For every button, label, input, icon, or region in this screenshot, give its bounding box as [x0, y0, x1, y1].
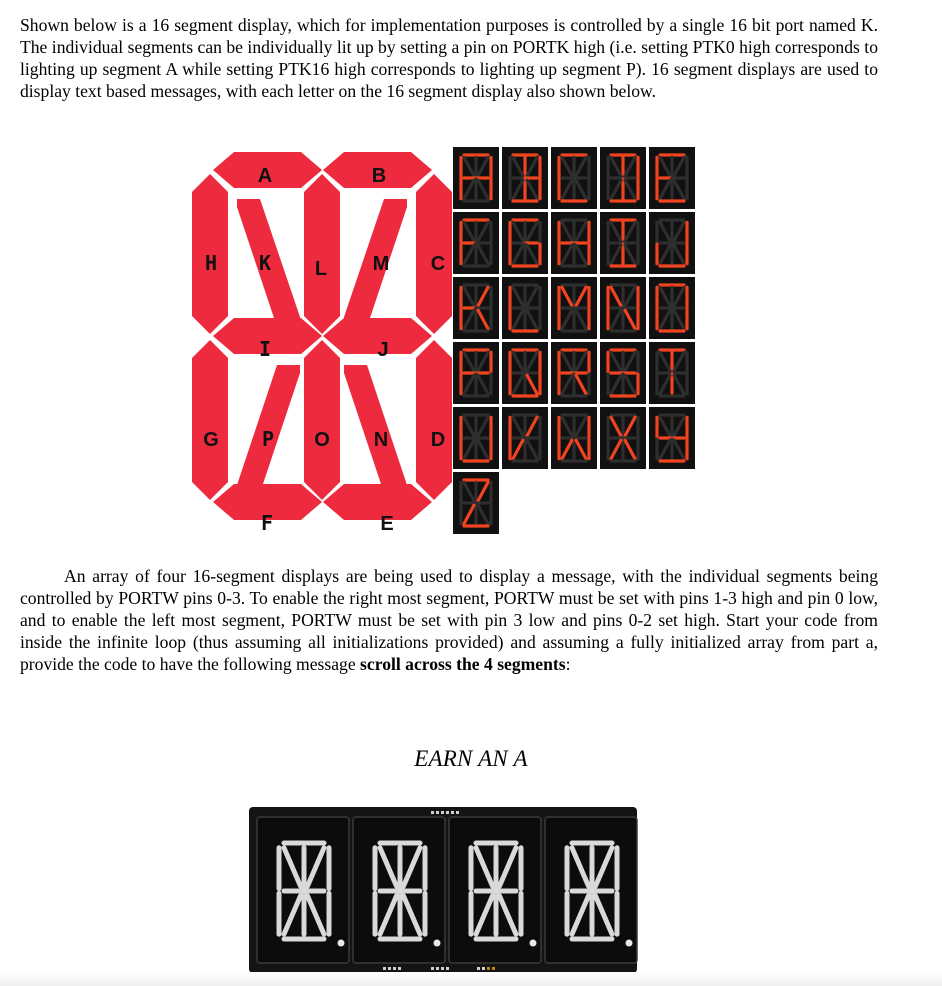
- segment-shapes: [192, 152, 452, 520]
- intro-paragraph: Shown below is a 16 segment display, which for implementation purposes is controlled by a single 16 bit port named K. The individual segments can be individually lit up by setting a pin on PORTK high (i.e. setting PTK0 high corresponds to lighting up segment A while setting PTK16 high corresponds to lighting up segment P). 16 segment displays are used to display text based messages, with each letter on the 16 segment display also shown below.: [20, 15, 878, 101]
- header-pin: [451, 811, 454, 814]
- header-pin: [487, 967, 490, 970]
- digit-4: [567, 843, 617, 939]
- label-p: P: [261, 427, 275, 451]
- letter-tile-b: [502, 147, 548, 209]
- label-f: F: [260, 511, 274, 535]
- header-pin: [446, 967, 449, 970]
- decimal-point: [434, 940, 441, 947]
- letter-tile-f: [453, 212, 499, 274]
- header-pin: [398, 967, 401, 970]
- decimal-point: [530, 940, 537, 947]
- header-pin: [441, 811, 444, 814]
- header-pin: [482, 967, 485, 970]
- header-pin: [477, 967, 480, 970]
- letter-tile-u: [453, 407, 499, 469]
- label-i: I: [258, 337, 272, 361]
- label-b: B: [371, 165, 387, 187]
- letter-tile-s: [600, 342, 646, 404]
- digit-1: [279, 843, 329, 939]
- decimal-point: [626, 940, 633, 947]
- header-pin: [441, 967, 444, 970]
- letter-tile-m: [551, 277, 597, 339]
- label-d: D: [430, 429, 446, 451]
- letter-tile-k: [453, 277, 499, 339]
- segment-o: [304, 340, 340, 500]
- label-j: J: [377, 339, 389, 361]
- digit-2: [375, 843, 425, 939]
- letter-tile-e: [649, 147, 695, 209]
- page-bottom-edge: [0, 972, 942, 986]
- letter-tile-w: [551, 407, 597, 469]
- header-pin: [446, 811, 449, 814]
- letter-tile-c: [551, 147, 597, 209]
- letter-tile-n: [600, 277, 646, 339]
- segment-l: [304, 174, 340, 334]
- segment-g: [192, 340, 228, 500]
- header-pin: [436, 967, 439, 970]
- letter-tile-i: [600, 212, 646, 274]
- digit-3: [471, 843, 521, 939]
- label-c: C: [430, 253, 446, 275]
- letter-tile-r: [551, 342, 597, 404]
- letter-tile-a: [453, 147, 499, 209]
- letter-tile-g: [502, 212, 548, 274]
- header-pin: [393, 967, 396, 970]
- label-e: E: [380, 513, 394, 535]
- question-text: An array of four 16-segment displays are being used to display a message, with the individual segments being controlled by PORTW pins 0-3. To enable the right most segment, PORTW must be set with pins 1-3 high and pin 0 low, and to enable the left most segment, PORTW must be set with pin 3 low and pins 0-2 set high. Start your code from inside the infinite loop (thus assuming all initializations provided) and assuming a fully initialized array from part a, provide the code to have the following message: [20, 566, 878, 674]
- header-pin: [431, 967, 434, 970]
- header-pin: [492, 967, 495, 970]
- label-g: G: [203, 429, 219, 451]
- letter-tile-l: [502, 277, 548, 339]
- header-pin: [383, 967, 386, 970]
- header-pin: [431, 811, 434, 814]
- letter-tile-d: [600, 147, 646, 209]
- label-m: M: [372, 253, 390, 275]
- segment-e: [323, 484, 432, 520]
- header-pin: [388, 967, 391, 970]
- header-pin: [456, 811, 459, 814]
- segment-d: [416, 340, 452, 500]
- label-l: L: [314, 258, 328, 280]
- letter-tile-z: [453, 472, 499, 534]
- letter-tile-t: [649, 342, 695, 404]
- decimal-point: [338, 940, 345, 947]
- scroll-message: EARN AN A: [414, 746, 528, 771]
- letter-tile-h: [551, 212, 597, 274]
- label-n: N: [373, 429, 389, 451]
- letter-tile-y: [649, 407, 695, 469]
- question-paragraph: [20, 565, 878, 675]
- letter-tile-x: [600, 407, 646, 469]
- display-module: [249, 807, 637, 973]
- header-pin: [436, 811, 439, 814]
- letter-tile-o: [649, 277, 695, 339]
- alphabet-grid: [453, 147, 703, 547]
- letter-tile-v: [502, 407, 548, 469]
- letter-tile-q: [502, 342, 548, 404]
- question-bold-text: scroll across the 4 segments: [360, 654, 566, 674]
- question-colon: :: [565, 654, 571, 674]
- letter-tile-j: [649, 212, 695, 274]
- label-o: O: [314, 429, 330, 451]
- label-a: A: [257, 165, 273, 187]
- letter-tile-p: [453, 342, 499, 404]
- label-h: H: [204, 251, 218, 275]
- label-k: K: [258, 251, 272, 275]
